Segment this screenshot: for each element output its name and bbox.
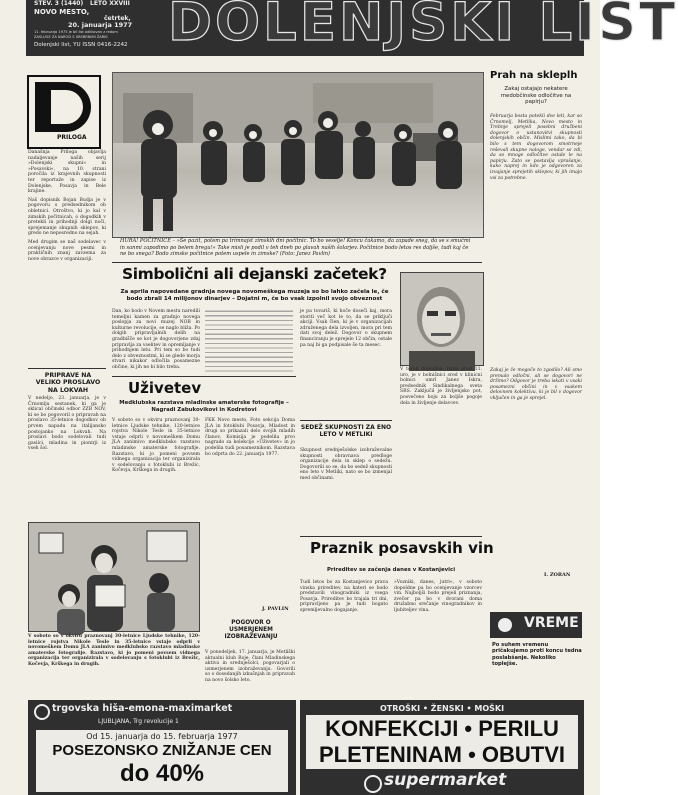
exhibition-caption: V soboto so v okviru praznovanj 30-letnice Ljudske tehnike, 120-letnice rojstva Nikole Tesle in 35-letnice vstaje odprli v novomeškem Domu JLA zanimivo medklubsko razstavo mladinske amaterske fotografije. Razstavo, ki jo pomeni povsem vidnega organizacija ter organizirala v sodelovanju s fotoklubi iz Brežic, Kočevja, Krškega in drugih. (28, 634, 200, 667)
prah-text: Februarja bosta potekli dve leti, kar so Črnomelj, Metlika, Novo mesto in Trebnje sprejeli posebni družbeni dogovor o ustanovitvi skupnosti dolenjskih občin. Mislimi tako, da bi bilo s tem dogovorom smotrneje reševali skupne naloge, vendar se zdi, da so mnoge odločitve ostale le na papirju. Zato se postavlja vprašanje, kako naprej in kdo je odgovoren za izvajanje sprejetih sklepov, ki jih imajo vsi za potrebne. (490, 114, 582, 181)
ad-left-line2: do 40% (119, 760, 205, 787)
prah-headline: Prah na skleplh (490, 70, 578, 81)
ad-left (28, 700, 296, 795)
ad-right-top: OTROŠKI • ŽENSKI • MOŠKI (379, 704, 505, 713)
priprave-heading: PRIPRAVE NA VELIKO PROSLAVO NA LOKVAH (35, 372, 101, 394)
masthead-date: 20. januarja 1977 (68, 21, 133, 29)
ad-left-brand: trgovska hiša-emona-maximarket (52, 703, 233, 714)
uzivetev-signature: J. PAVLIN (262, 606, 289, 612)
ad-right (300, 700, 584, 795)
simbolicni-headline: Simbolični ali dejanski začetek? (122, 265, 387, 283)
praznik-subhead: Prireditev se začenja danes v Kostanjevici (326, 567, 456, 573)
portrait-caption: V torek dopoldne, malo pred 11. uro, je v bolnišnici sred v klinicni bolnici umrl Janez Iskra, predsednik Sindikalnega sveta SRS. Zaključil je življenjsko pot, posvečeno boju za boljše pogoje dela in življenje delavcev. (400, 367, 482, 406)
simbolicni-column-2 (205, 309, 293, 372)
praznik-headline: Praznik posavskih vin (310, 539, 494, 557)
masthead-issue: ŠTEV. 3 (1440) (34, 0, 84, 7)
vreme-text: Po suhem vremenu pričakujemo proti koncu tedna poslabšanje. Nekoliko toplejše. (492, 642, 582, 668)
ad-left-dates: Od 15. januarja do 15. februarja 1977 (86, 732, 238, 741)
masthead-title: DOLENJSKI LIST (168, 0, 678, 53)
masthead-place: NOVO MESTO, (34, 8, 90, 16)
exhibition-photo (28, 522, 200, 632)
simbolicni-text: Dan, ko bodo v Novem mestu naredili temeljni kamen za gradnjo novega poslopja za novi muzej NOB in kulturne revolucije, se naglo bliža. Po dolgih pripravljalnih delih na gradbišče se kot je dogovorjeno zdaj pripravlja za vselitev in opremljanje v prihodnjem letu. Pri tem so bo tudi delo z obveznostmi, ki se glede morja stvari nikakor odločila posamezne občine, ki jih ne bi bilo treba. (112, 309, 200, 370)
seja-heading: SEDEŽ SKUPNOSTI ZA ENO LETO V METLIKI (300, 424, 392, 439)
uzivetev-subhead: Medklubska razstava mladinske amaterske fotografije – Nagradi Zabukovikovi in Kodretovi (119, 400, 289, 413)
man-portrait (401, 273, 483, 365)
simbolicni-subhead: Za aprila napovedane gradnja novega novomeškega muzeja so bo lahko začela le, če bodo zbrali 14 milijonov dinarjev – Dojatni m, če bo vsak izpolnil svojo obveznost (120, 289, 389, 302)
prah-signature: I. ZORAN (544, 572, 571, 578)
girls-with-photos (29, 523, 199, 631)
masthead-day: četrtek, (104, 15, 131, 22)
ad-right-line2: PLETENINAM • OBUTVI (318, 742, 566, 767)
prah-text-2: Zakaj je že mogoče to zgodilo? Ali smo premalo odločni, ali se dogovori ne držimo? Odgovor je treba iskati v vsaki posamezni občini in v vsakem delovnem kolektivu, ki je bil v dogovor vključen in ga je sprejel. (490, 368, 582, 401)
prah-subhead: Zakaj ostajajo nekatere medobčinske odločitve na papirju? (500, 86, 572, 106)
priprave-text: V nedeljo, 23. januarja, je v Črnomlju sestanek, ki ga je sklical občinski odbor ZZB NOV, ki se bo pogovoril o pripravah na proslavo 35-letnice dogodkov ob prvem napadu na italijansko postojanko na Lokvah. Na proslavi bodo sodelovali tudi gasilci, mladina in pionirji iz vseh šol. (28, 396, 106, 452)
simbolicni-rule (112, 262, 482, 263)
praznik-text: Tudi letos bo za Kostanjevico prava vinska prireditev, na kateri se bodo predstavili vinogradniki iz vsega Posavja. Prireditev bo trajala tri dni, pripravljeno pa je tudi bogato spremljevalno dogajanje. (300, 580, 388, 613)
emona-logo-icon (34, 704, 50, 720)
supermarket-logo-icon (364, 775, 382, 793)
seja-text: Skupnost srednješolske izobraževalne skupnosti obravnava predloge organizacije dela in sklep o sedežu. Dogovorili so se, da bo sedež skupnosti eno leto v Metliki, nato se bo izmenjal med občinami. (300, 448, 392, 481)
uzivetev-headline: Uživetev (128, 379, 202, 397)
priloga-logo (27, 75, 101, 149)
vreme-label: VREME (524, 615, 579, 631)
middle-column-text: je pa tovariš, ki hoče doseči kaj, mora storiti več kot le to, da se priključi akciji. Vsak člen, ki je v organizacijah združenega dela izvoljen, mora pri tem dati svoj delež. Dogovor o skupnem financiranju je sprejelo 12 občin, ostale pa naj bi ga podpisale še ta mesec. (300, 309, 392, 348)
masthead-note-1: 11. februarja 1975 je bil list odlikovan z redom (34, 30, 118, 34)
uzivetev-rule (112, 376, 296, 377)
children-running-photo (113, 73, 483, 237)
pogovor-heading: POGOVOR O USMERJENEM IZOBRAŽEVANJU (224, 620, 278, 640)
pogovor-text: V ponedeljek, 17. januarja, je Metliški aktualni klub Roje, člani Mladinskega aktiva in srednješolci, pogovarjali o usmerjenem izobraževanju. Govorili so o dosedanjih izkušnjah in pripravah na novo šolsko leto. (205, 650, 295, 683)
ad-right-brand: supermarket (384, 770, 507, 790)
masthead-note-2: ZASLUGE ZA NAROD S SREBRNIMI ŽARKI (34, 35, 108, 39)
sun-icon (498, 618, 512, 632)
uzivetev-text: V soboto so v okviru praznovanj 30-letnice Ljudske tehnike, 120-letnice rojstva Nikole Tesle in 35-letnice vstaje odprli v novomeškem Domu JLA zanimivo medklubsko razstavo mladinske amaterske fotografije. Razstavo, ki jo pomeni povsem vidnega organizacija ter organizirala v sodelovanju s fotoklubi iz Brežic, Kočevja, Krškega in drugih. (112, 418, 200, 474)
priloga-text (28, 150, 106, 365)
masthead-issn: Dolenjski list, YU ISSN 0416-2242 (34, 42, 128, 48)
ad-left-city: LJUBLJANA, Trg revolucije 1 (98, 718, 179, 725)
middle-rule (300, 420, 392, 421)
priloga-label: PRILOGA (57, 134, 87, 141)
vreme-box (490, 612, 582, 638)
priloga-rule (28, 368, 106, 369)
uzivetev-text-2: FKK Novo mesto, Foto sekcija Doma JLA in fotoklubi Posavja, Mladost in drugi so prikazali delo svojih mladih članov. Komisija je podelila prvo nagrado za kolekcijo »Uživetev« in jo podelila tudi posameznikom. Razstava bo odprta do 22. januarja 1977. (205, 418, 295, 457)
ad-right-line1: KONFEKCIJI • PERILU (325, 716, 559, 741)
priloga-p-icon (35, 82, 91, 132)
main-photo (112, 72, 484, 238)
masthead-year: LETO XXVIII (90, 0, 130, 7)
main-photo-caption: HURA! POČITNICE – »Še pazit, potem pa trimnajst zimskih dni počitnic. To bo veselje! Koncu čakamo, da zapade sneg, da se s smučmi in sanmi zapodimo po belem bregu!« Take misli je podil v teh dneh po glavah naših šolarjev. Počitnice bodo letos res daljše, tudi kaj če ne bo snega? Bodo zimske počitnice potem uspele in zimske? (Foto: Janez Pavlin) (120, 238, 471, 258)
priloga-paragraph-1: Današnja Priloga objavlja nadaljevanje naših serij »Dolenjski skupni« in »Posavski«, na 10. strani poročila iz krajevnih skupnosti ter reportaže in zapise iz Dolenjske, Posavja in Bele krajine. (28, 150, 106, 195)
priloga-paragraph-3: Med drugim se naš sodelavec v ocenjevanju nove pesmi in praktičnih znanj zavzema za nove obrazce v organizaciji. (28, 239, 106, 262)
portrait-photo (400, 272, 484, 366)
ad-left-line1: POSEZONSKO ZNIŽANJE CEN (52, 742, 272, 759)
priloga-paragraph-2: Naš dopisnik Bojan Budja je v pogovoru s predsednikom ob obletnici. Otroštvo, ki jo kal v zimskih počitnicah, o dogodkih v pretekli in prihodnji dolgi noči, sprejemanje skupnih sklepov, ki gredo ne neposredno na sejah. (28, 197, 106, 237)
praznik-rule (300, 536, 482, 537)
praznik-text-2: »Vozniki, danes, jutri«, v soboto dopoldne pa bo ocenjevanje vzorcev vin. Najboljši bodo prejeli priznanja, zvečer pa bo v dvorani doma družabno srečanje vinogradnikov in ljubiteljev vina. (394, 580, 482, 613)
